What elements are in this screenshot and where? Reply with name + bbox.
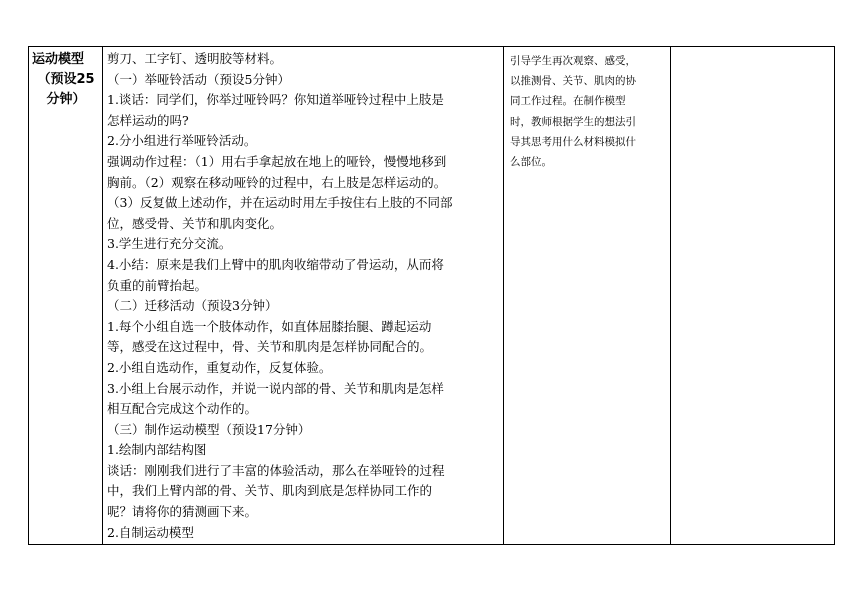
note-line: 么部位。 [510, 156, 552, 169]
content-line: 3.学生进行充分交流。 [107, 236, 232, 252]
content-line: 胸前。（2）观察在移动哑铃的过程中，右上肢是怎样运动的。 [107, 174, 447, 190]
design-intent-cell [504, 47, 671, 545]
note-line: 以推测骨、关节、肌肉的协 [510, 75, 636, 88]
content-line: 等，感受在这过程中，骨、关节和肌肉是怎样协同配合的。 [107, 339, 433, 355]
note-line: 同工作过程。在制作模型 [510, 95, 626, 108]
content-line: 2.分小组进行举哑铃活动。 [107, 133, 257, 149]
content-line: （二）迁移活动（预设3分钟） [107, 298, 278, 314]
content-line: （3）反复做上述动作，并在运动时用左手按住右上肢的不同部 [107, 195, 453, 211]
empty-cell [671, 47, 835, 545]
content-line: 剪刀、工字钉、透明胶等材料。 [107, 51, 283, 66]
content-line: （一）举哑铃活动（预设5分钟） [107, 71, 290, 87]
content-line: 1.每个小组自选一个肢体动作，如直体屈膝抬腿、蹲起运动 [107, 318, 432, 334]
content-line: 谈话：刚刚我们进行了丰富的体验活动，那么在举哑铃的过程 [107, 462, 445, 478]
section-label-cell [29, 47, 103, 545]
note-line: 导其思考用什么材料模拟什 [510, 135, 636, 148]
section-label-line: （预设25 [37, 72, 95, 87]
section-label-line: 分钟） [46, 92, 86, 107]
content-line: 负重的前臂抬起。 [107, 277, 208, 293]
content-line: 3.小组上台展示动作，并说一说内部的骨、关节和肌肉是怎样 [107, 380, 444, 396]
note-line: 引导学生再次观察、感受， [510, 55, 636, 67]
content-line: 2.自制运动模型 [107, 524, 194, 540]
section-label-line: 运动模型 [32, 52, 85, 67]
content-line: 1.绘制内部结构图 [107, 442, 207, 458]
content-line: 2.小组自选动作，重复动作，反复体验。 [107, 359, 332, 375]
content-line: 4.小结：原来是我们上臂中的肌肉收缩带动了骨运动，从而将 [107, 256, 444, 272]
content-line: 呢？请将你的猜测画下来。 [107, 504, 258, 520]
content-line: 位，感受骨、关节和肌肉变化。 [107, 215, 283, 231]
table-row [29, 47, 835, 545]
lesson-table [28, 46, 835, 545]
content-line: （三）制作运动模型（预设17分钟） [107, 421, 311, 437]
content-line: 中，我们上臂内部的骨、关节、肌肉到底是怎样协同工作的 [107, 483, 433, 499]
content-line: 相互配合完成这个动作的。 [107, 401, 258, 417]
content-line: 强调动作过程：（1）用右手拿起放在地上的哑铃，慢慢地移到 [107, 153, 447, 169]
content-line: 1.谈话：同学们，你举过哑铃吗？你知道举哑铃过程中上肢是 [107, 92, 444, 108]
note-line: 时，教师根据学生的想法引 [510, 115, 636, 128]
content-line: 怎样运动的吗? [107, 112, 189, 128]
activity-content-cell [103, 47, 504, 545]
